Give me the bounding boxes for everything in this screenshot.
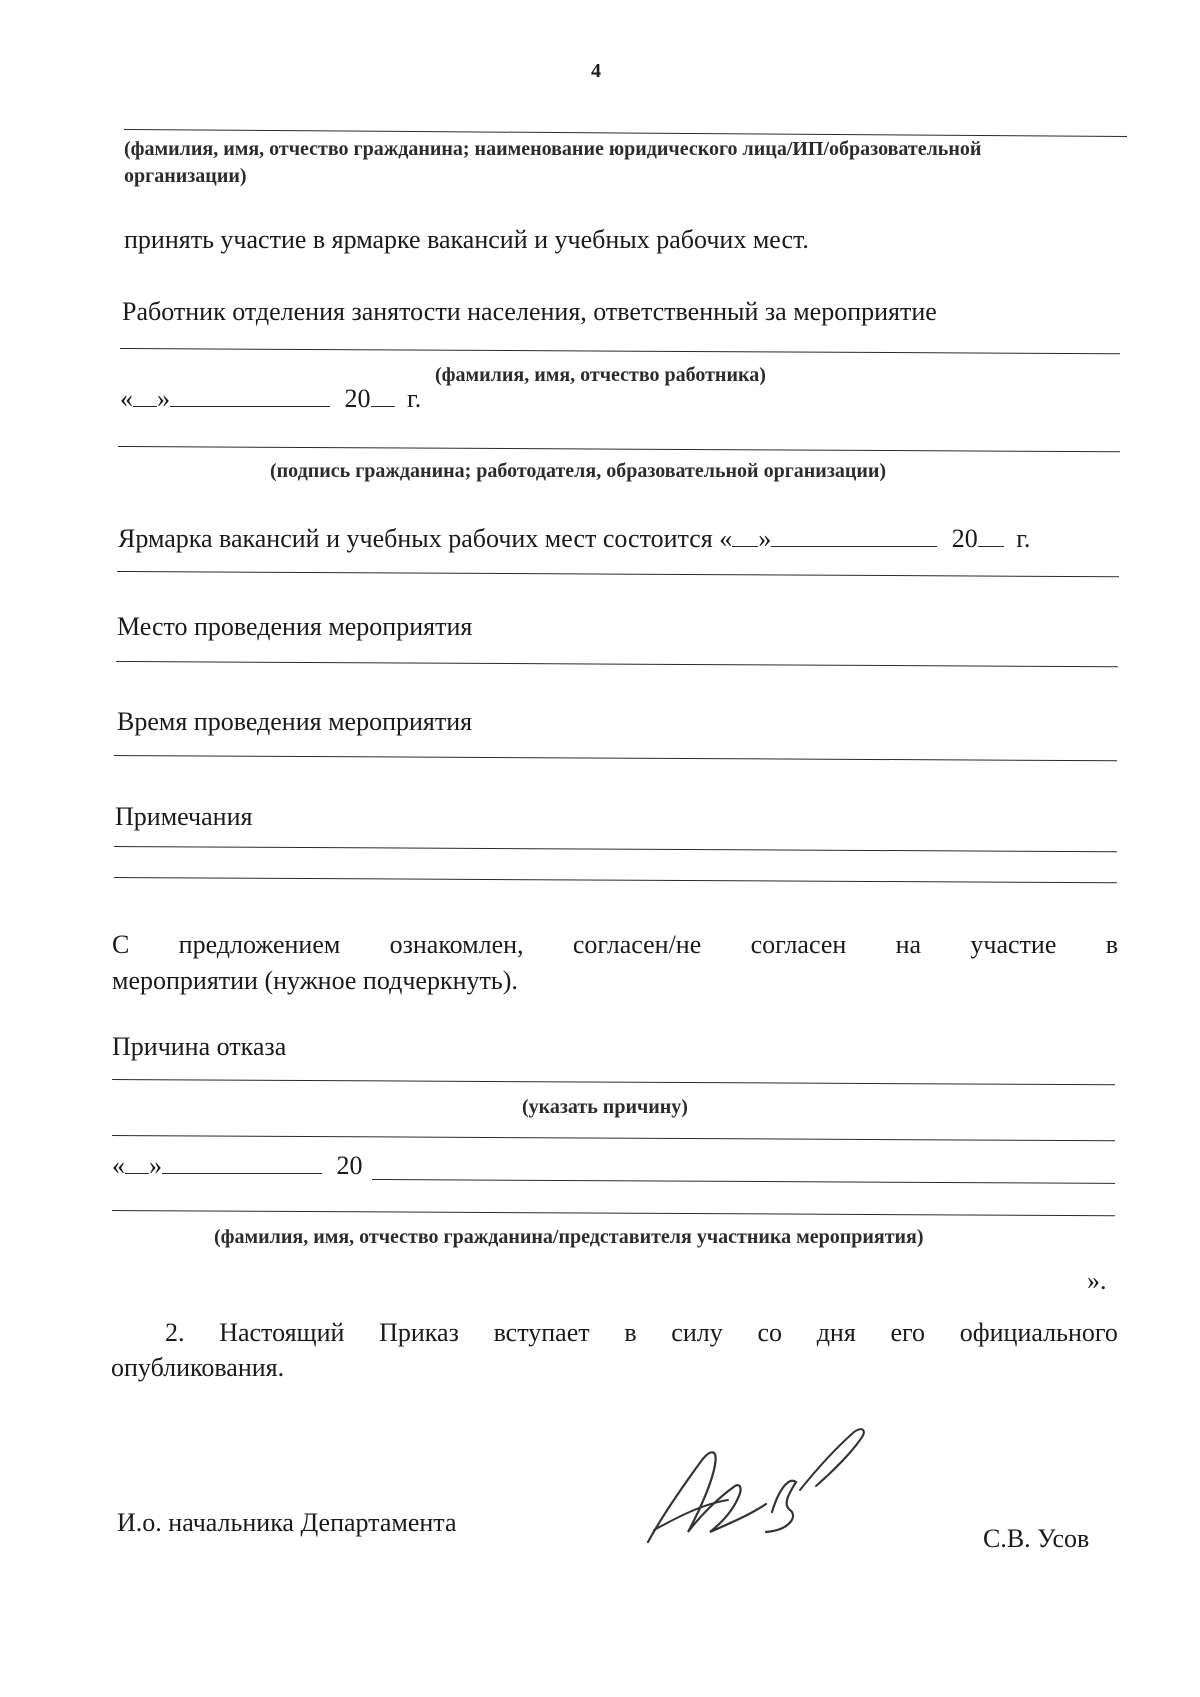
caption-employee-name: (фамилия, имя, отчество работника) — [435, 364, 766, 386]
responsible-label: Работник отделения занятости населения, ответственный за мероприятие — [122, 297, 937, 326]
agreement-word: предложением — [178, 930, 341, 959]
agreement-word: согласен/не — [572, 930, 702, 959]
invite-text: принять участие в ярмарке вакансий и учебных рабочих мест. — [124, 225, 809, 254]
caption-reason: (указать причину) — [522, 1096, 688, 1118]
clause-word: 2. — [165, 1318, 185, 1347]
blank-line-fair — [117, 571, 1119, 577]
clause-word: в — [624, 1318, 637, 1347]
date-line-1 — [120, 384, 421, 414]
clause-line-1 — [165, 1318, 1118, 1348]
time-label: Время проведения мероприятия — [117, 707, 473, 736]
date2-day-blank — [125, 1153, 149, 1174]
date2-close-quote: » — [149, 1151, 162, 1180]
blank-line-applicant — [124, 129, 1127, 137]
clause-word: силу — [671, 1318, 723, 1347]
fair-month-blank — [771, 526, 937, 547]
agreement-word: согласен — [750, 930, 847, 959]
handwritten-signature — [640, 1420, 890, 1560]
blank-line-employee — [120, 348, 1120, 354]
year-prefix: 20 — [344, 384, 371, 413]
fair-open-quote: « — [719, 524, 733, 553]
clause-word: Приказ — [379, 1318, 459, 1347]
page-number: 4 — [591, 60, 601, 82]
blank-line-date2-tail — [372, 1179, 1115, 1184]
day-blank — [133, 386, 157, 407]
fair-year-suffix: г. — [1016, 524, 1031, 553]
fair-year-blank — [978, 526, 1004, 547]
clause-word: официального — [959, 1318, 1118, 1347]
agreement-line-1 — [112, 930, 1118, 960]
caption-signature: (подпись гражданина; работодателя, образовательной организации) — [270, 460, 887, 482]
date-line-2 — [112, 1151, 363, 1181]
blank-line-notes-2 — [114, 877, 1117, 883]
fair-date-row — [118, 524, 1030, 554]
blank-line-notes-1 — [114, 846, 1117, 852]
agreement-line-2: мероприятии (нужное подчеркнуть). — [112, 966, 518, 995]
fair-year-prefix: 20 — [951, 524, 978, 553]
agreement-word: С — [112, 930, 130, 959]
signatory-title: И.о. начальника Департамента — [117, 1508, 457, 1537]
fair-date-text: Ярмарка вакансий и учебных рабочих мест состоится — [118, 524, 713, 553]
date2-month-blank — [162, 1153, 322, 1174]
caption-applicant-line2: организации) — [124, 165, 247, 187]
fair-close-quote: » — [758, 524, 772, 553]
clause-word: вступает — [493, 1318, 590, 1347]
date-close-quote: » — [157, 384, 170, 413]
agreement-word: в — [1105, 930, 1118, 959]
refusal-label: Причина отказа — [112, 1032, 287, 1061]
notes-label: Примечания — [115, 802, 253, 831]
clause-line-2: опубликования. — [111, 1353, 285, 1382]
blank-line-time — [114, 755, 1117, 761]
blank-line-signature — [118, 446, 1120, 452]
signatory-name: С.В. Усов — [983, 1524, 1090, 1553]
blank-line-representative — [112, 1210, 1115, 1216]
month-blank — [170, 386, 330, 407]
clause-word: со — [757, 1318, 782, 1347]
closing-quote: ». — [1087, 1266, 1107, 1295]
date2-open-quote: « — [112, 1151, 125, 1180]
blank-line-reason — [112, 1079, 1115, 1085]
agreement-word: на — [895, 930, 922, 959]
agreement-word: ознакомлен, — [389, 930, 524, 959]
date-open-quote: « — [120, 384, 133, 413]
agreement-word: участие — [970, 930, 1057, 959]
place-label: Место проведения мероприятия — [117, 612, 473, 641]
clause-word: Настоящий — [219, 1318, 345, 1347]
blank-line-reason-2 — [112, 1135, 1115, 1141]
clause-word: дня — [816, 1318, 856, 1347]
date2-year-prefix: 20 — [336, 1151, 363, 1180]
blank-line-place — [116, 661, 1118, 667]
year-suffix: г. — [407, 384, 422, 413]
caption-applicant-line1: (фамилия, имя, отчество гражданина; наименование юридического лица/ИП/образовательной — [124, 138, 982, 160]
clause-word: его — [890, 1318, 926, 1347]
fair-day-blank — [732, 526, 758, 547]
year-blank — [371, 386, 395, 407]
caption-representative: (фамилия, имя, отчество гражданина/представителя участника мероприятия) — [214, 1226, 924, 1248]
